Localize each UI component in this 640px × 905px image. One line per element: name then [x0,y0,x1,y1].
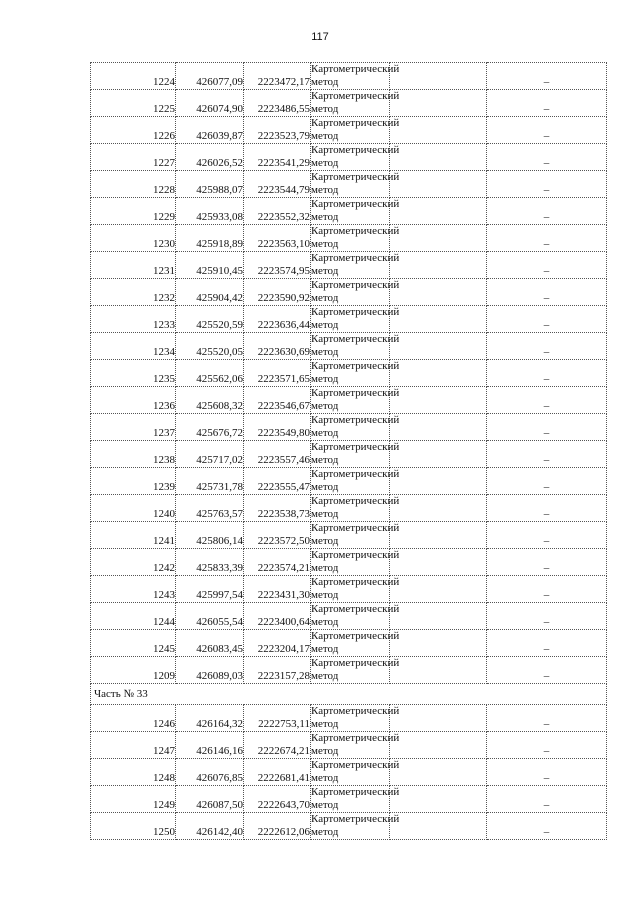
method-cell: Картометрический метод [311,171,400,196]
table-row [91,306,607,333]
dash-cell: – [487,549,607,576]
empty-cell [390,630,487,657]
x-coordinate: 425997,54 [176,576,244,603]
x-coordinate: 425918,89 [176,225,244,252]
table-row [91,90,607,117]
x-coordinate: 426077,09 [176,63,244,90]
table-body-part [91,684,607,705]
dash-cell: – [487,198,607,225]
x-coordinate: 426039,87 [176,117,244,144]
empty-cell [390,225,487,252]
y-coordinate: 2222674,21 [244,732,311,759]
method-cell: Картометрический метод [311,732,400,757]
dash-cell: – [487,786,607,813]
y-coordinate: 2223523,79 [244,117,311,144]
y-coordinate: 2223555,47 [244,468,311,495]
table-row [91,813,607,840]
table-row [91,225,607,252]
page-number: 117 [311,31,329,43]
y-coordinate: 2223549,80 [244,414,311,441]
point-number: 1234 [91,333,176,360]
point-number: 1238 [91,441,176,468]
x-coordinate: 425806,14 [176,522,244,549]
method-cell: Картометрический метод [311,387,400,412]
empty-cell [390,441,487,468]
x-coordinate: 425520,05 [176,333,244,360]
empty-cell [390,360,487,387]
point-number: 1237 [91,414,176,441]
table-row [91,759,607,786]
empty-cell [390,759,487,786]
table-row [91,576,607,603]
x-coordinate: 426087,50 [176,786,244,813]
dash-cell: – [487,441,607,468]
table-row [91,144,607,171]
empty-cell [390,705,487,732]
y-coordinate: 2223574,21 [244,549,311,576]
point-number: 1232 [91,279,176,306]
y-coordinate: 2223541,29 [244,144,311,171]
y-coordinate: 2222643,70 [244,786,311,813]
table-row [91,171,607,198]
method-cell: Картометрический метод [311,117,400,142]
x-coordinate: 426089,03 [176,657,244,684]
dash-cell: – [487,468,607,495]
x-coordinate: 425676,72 [176,414,244,441]
method-cell: Картометрический метод [311,759,400,784]
dash-cell: – [487,333,607,360]
dash-cell: – [487,705,607,732]
method-cell: Картометрический метод [311,630,400,655]
x-coordinate: 425608,32 [176,387,244,414]
y-coordinate: 2223572,50 [244,522,311,549]
dash-cell: – [487,495,607,522]
y-coordinate: 2223574,95 [244,252,311,279]
method-cell: Картометрический метод [311,144,400,169]
table-row [91,333,607,360]
x-coordinate: 425731,78 [176,468,244,495]
x-coordinate: 426026,52 [176,144,244,171]
point-number: 1242 [91,549,176,576]
dash-cell: – [487,759,607,786]
dash-cell: – [487,63,607,90]
x-coordinate: 426055,54 [176,603,244,630]
y-coordinate: 2223552,32 [244,198,311,225]
empty-cell [390,387,487,414]
empty-cell [390,549,487,576]
method-cell: Картометрический метод [311,657,400,682]
y-coordinate: 2223630,69 [244,333,311,360]
empty-cell [390,495,487,522]
method-cell: Картометрический метод [311,813,400,838]
point-number: 1227 [91,144,176,171]
point-number: 1243 [91,576,176,603]
part-heading-row [91,684,607,705]
table-row [91,657,607,684]
table-row [91,198,607,225]
coordinates-table [90,62,607,840]
table-row [91,360,607,387]
empty-cell [390,90,487,117]
y-coordinate: 2223400,64 [244,603,311,630]
table-row [91,279,607,306]
method-cell: Картометрический метод [311,522,400,547]
x-coordinate: 426146,16 [176,732,244,759]
method-cell: Картометрический метод [311,198,400,223]
point-number: 1225 [91,90,176,117]
x-coordinate: 425904,42 [176,279,244,306]
point-number: 1248 [91,759,176,786]
empty-cell [390,171,487,198]
empty-cell [390,252,487,279]
point-number: 1239 [91,468,176,495]
table-row [91,495,607,522]
dash-cell: – [487,414,607,441]
y-coordinate: 2223472,17 [244,63,311,90]
empty-cell [390,732,487,759]
point-number: 1241 [91,522,176,549]
table-row [91,603,607,630]
dash-cell: – [487,90,607,117]
point-number: 1250 [91,813,176,840]
dash-cell: – [487,144,607,171]
method-cell: Картометрический метод [311,279,400,304]
method-cell: Картометрический метод [311,225,400,250]
dash-cell: – [487,252,607,279]
x-coordinate: 426083,45 [176,630,244,657]
empty-cell [390,117,487,144]
point-number: 1236 [91,387,176,414]
table-row [91,387,607,414]
dash-cell: – [487,603,607,630]
y-coordinate: 2223486,55 [244,90,311,117]
dash-cell: – [487,360,607,387]
dash-cell: – [487,117,607,144]
point-number: 1229 [91,198,176,225]
point-number: 1247 [91,732,176,759]
empty-cell [390,63,487,90]
dash-cell: – [487,225,607,252]
dash-cell: – [487,387,607,414]
y-coordinate: 2222753,11 [244,705,311,732]
x-coordinate: 425988,07 [176,171,244,198]
dash-cell: – [487,306,607,333]
y-coordinate: 2223557,46 [244,441,311,468]
y-coordinate: 2223431,30 [244,576,311,603]
empty-cell [390,522,487,549]
dash-cell: – [487,813,607,840]
dash-cell: – [487,279,607,306]
method-cell: Картометрический метод [311,252,400,277]
method-cell: Картометрический метод [311,414,400,439]
point-number: 1240 [91,495,176,522]
x-coordinate: 425910,45 [176,252,244,279]
empty-cell [390,198,487,225]
table-row [91,786,607,813]
dash-cell: – [487,522,607,549]
y-coordinate: 2223544,79 [244,171,311,198]
point-number: 1224 [91,63,176,90]
table-row [91,522,607,549]
table-body-after [91,705,607,840]
empty-cell [390,144,487,171]
method-cell: Картометрический метод [311,63,400,88]
x-coordinate: 425520,59 [176,306,244,333]
empty-cell [390,333,487,360]
empty-cell [390,813,487,840]
method-cell: Картометрический метод [311,441,400,466]
x-coordinate: 426142,40 [176,813,244,840]
point-number: 1244 [91,603,176,630]
y-coordinate: 2223563,10 [244,225,311,252]
x-coordinate: 425717,02 [176,441,244,468]
y-coordinate: 2223546,67 [244,387,311,414]
empty-cell [390,414,487,441]
point-number: 1246 [91,705,176,732]
x-coordinate: 425833,39 [176,549,244,576]
method-cell: Картометрический метод [311,360,400,385]
method-cell: Картометрический метод [311,786,400,811]
empty-cell [390,576,487,603]
empty-cell [390,279,487,306]
method-cell: Картометрический метод [311,495,400,520]
point-number: 1209 [91,657,176,684]
empty-cell [390,786,487,813]
dash-cell: – [487,630,607,657]
y-coordinate: 2222681,41 [244,759,311,786]
y-coordinate: 2223157,28 [244,657,311,684]
point-number: 1231 [91,252,176,279]
table-row [91,414,607,441]
y-coordinate: 2222612,06 [244,813,311,840]
point-number: 1226 [91,117,176,144]
method-cell: Картометрический метод [311,576,400,601]
table-row [91,732,607,759]
y-coordinate: 2223590,92 [244,279,311,306]
method-cell: Картометрический метод [311,468,400,493]
table-row [91,252,607,279]
dash-cell: – [487,576,607,603]
empty-cell [390,468,487,495]
empty-cell [390,657,487,684]
y-coordinate: 2223571,65 [244,360,311,387]
part-heading: Часть № 33 [91,684,607,705]
method-cell: Картометрический метод [311,705,400,730]
table-row [91,63,607,90]
table-row [91,705,607,732]
point-number: 1228 [91,171,176,198]
method-cell: Картометрический метод [311,333,400,358]
x-coordinate: 426164,32 [176,705,244,732]
method-cell: Картометрический метод [311,603,400,628]
x-coordinate: 425763,57 [176,495,244,522]
table-row [91,468,607,495]
dash-cell: – [487,732,607,759]
method-cell: Картометрический метод [311,306,400,331]
point-number: 1249 [91,786,176,813]
x-coordinate: 426074,90 [176,90,244,117]
x-coordinate: 425562,06 [176,360,244,387]
table-row [91,117,607,144]
x-coordinate: 426076,85 [176,759,244,786]
table-body-before [91,63,607,684]
empty-cell [390,306,487,333]
method-cell: Картометрический метод [311,549,400,574]
table-row [91,441,607,468]
y-coordinate: 2223636,44 [244,306,311,333]
point-number: 1230 [91,225,176,252]
point-number: 1245 [91,630,176,657]
point-number: 1233 [91,306,176,333]
table-row [91,630,607,657]
y-coordinate: 2223204,17 [244,630,311,657]
dash-cell: – [487,657,607,684]
table-row [91,549,607,576]
empty-cell [390,603,487,630]
x-coordinate: 425933,08 [176,198,244,225]
y-coordinate: 2223538,73 [244,495,311,522]
dash-cell: – [487,171,607,198]
point-number: 1235 [91,360,176,387]
method-cell: Картометрический метод [311,90,400,115]
